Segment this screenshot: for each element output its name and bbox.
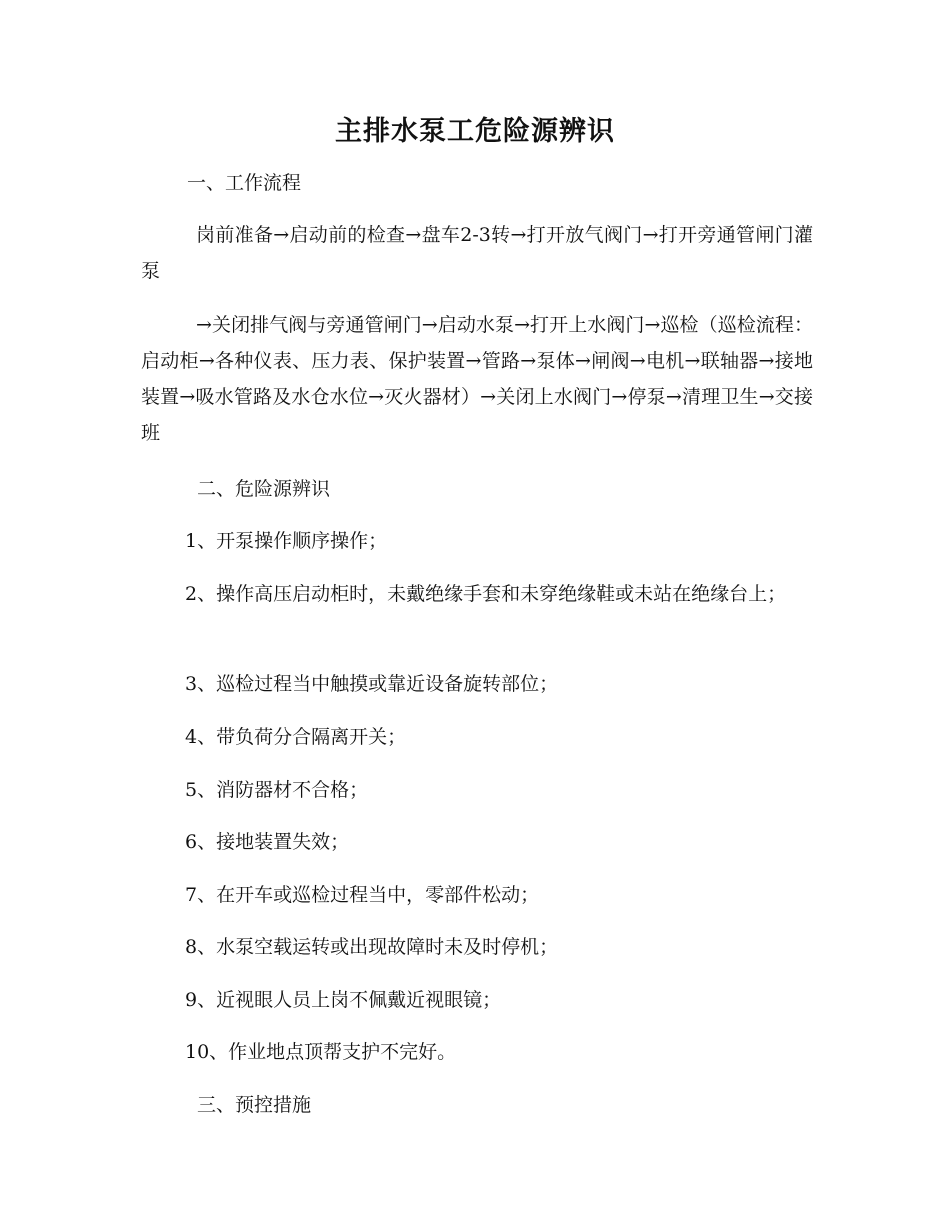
hazard-item: 4、带负荷分合隔离开关；	[185, 726, 407, 748]
hazard-item: 3、巡检过程当中触摸或靠近设备旋转部位；	[185, 673, 559, 695]
document-title: 主排水泵工危险源辨识	[335, 116, 615, 147]
section-heading-workflow: 一、工作流程	[187, 172, 302, 194]
hazard-item: 5、消防器材不合格；	[185, 779, 369, 801]
hazard-item: 7、在开车或巡检过程当中，零部件松动；	[185, 884, 540, 906]
hazard-item: 8、水泵空载运转或出现故障时未及时停机；	[185, 936, 559, 958]
workflow-paragraph-1: 岗前准备→启动前的检查→盘车2-3转→打开放气阀门→打开旁通管闸门灌泵	[141, 224, 813, 282]
workflow-paragraph-2: →关闭排气阀与旁通管闸门→启动水泵→打开上水阀门→巡检（巡检流程：启动柜→各种仪表、压力表、保护装置→管路→泵体→闸阀→电机→联轴器→接地装置→吸水管路及水仓水位→灭火器材）→关闭上水阀门→停泵→清理卫生→交接班	[141, 314, 813, 444]
hazard-item: 6、接地装置失效；	[185, 831, 350, 853]
hazard-item: 10、作业地点顶帮支护不完好。	[185, 1041, 457, 1063]
section-heading-hazards: 二、危险源辨识	[197, 478, 331, 500]
hazard-item: 9、近视眼人员上岗不佩戴近视眼镜；	[185, 989, 502, 1011]
hazard-item: 2、操作高压启动柜时，未戴绝缘手套和未穿绝缘鞋或未站在绝缘台上；	[185, 583, 787, 605]
hazard-item: 1、开泵操作顺序操作；	[185, 530, 388, 552]
section-heading-controls: 三、预控措施	[197, 1094, 312, 1116]
